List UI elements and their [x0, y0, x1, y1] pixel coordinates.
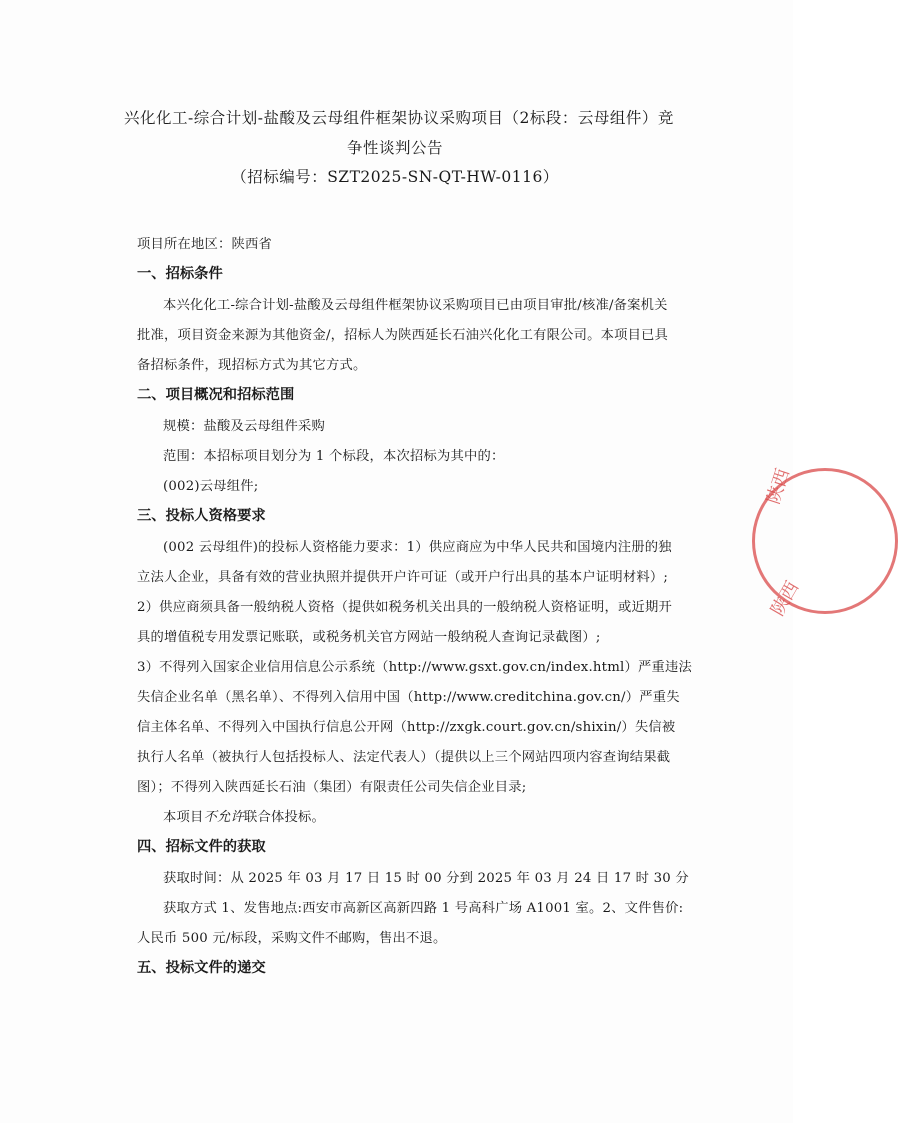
section-heading-conditions: 一、招标条件	[137, 266, 223, 282]
title-line-2: 争性谈判公告	[346, 139, 443, 157]
consortium-not-allowed: 不允许	[203, 810, 244, 825]
conditions-para-line-1: 本兴化化工-综合计划-盐酸及云母组件框架协议采购项目已由项目审批/核准/备案机关	[163, 298, 668, 313]
project-region: 项目所在地区：陕西省	[137, 237, 272, 252]
seal-text-bottom: 陕西	[767, 577, 804, 620]
qualification-line-2: 立法人企业，具备有效的营业执照并提供开户许可证（或开户行出具的基本户证明材料）;	[137, 570, 669, 585]
documents-time: 获取时间：从 2025 年 03 月 17 日 15 时 00 分到 2025 年 03 月 24 日 17 时 30 分	[163, 871, 689, 886]
overview-scope: 范围：本招标项目划分为 1 个标段，本次招标为其中的：	[163, 449, 505, 464]
qualification-line-6: 失信企业名单（黑名单）、不得列入信用中国（http://www.creditchina.gov.cn/）严重失	[137, 690, 680, 705]
overview-scale: 规模：盐酸及云母组件采购	[163, 419, 325, 434]
consortium-note	[163, 809, 325, 827]
consortium-suffix: 联合体投标。	[244, 810, 325, 825]
section-heading-overview: 二、项目概况和招标范围	[137, 387, 295, 403]
section-heading-documents: 四、招标文件的获取	[137, 839, 266, 855]
qualification-line-5: 3）不得列入国家企业信用信息公示系统（http://www.gsxt.gov.cn/index.html）严重违法	[137, 660, 692, 675]
qualification-line-4: 具的增值税专用发票记账联，或税务机关官方网站一般纳税人查询记录截图）;	[137, 630, 601, 645]
documents-method-line-1: 获取方式 1、发售地点:西安市高新区高新四路 1 号高科广场 A1001 室。2、文件售价:	[163, 901, 684, 916]
conditions-para-line-3: 备招标条件，现招标方式为其它方式。	[137, 358, 367, 373]
title-line-1: 兴化化工-综合计划-盐酸及云母组件框架协议采购项目（2标段：云母组件）竞	[124, 109, 674, 127]
overview-lot: (002)云母组件;	[163, 479, 259, 494]
qualification-line-3: 2）供应商须具备一般纳税人资格（提供如税务机关出具的一般纳税人资格证明，或近期开	[137, 600, 673, 615]
qualification-line-1: (002 云母组件)的投标人资格能力要求：1）供应商应为中华人民共和国境内注册的独	[163, 540, 672, 555]
qualification-line-8: 执行人名单（被执行人包括投标人、法定代表人）（提供以上三个网站四项内容查询结果截	[137, 750, 671, 765]
tender-number: （招标编号：SZT2025-SN-QT-HW-0116）	[231, 168, 559, 186]
qualification-line-7: 信主体名单、不得列入中国执行信息公开网（http://zxgk.court.gov.cn/shixin/）失信被	[137, 720, 676, 735]
qualification-line-9: 图）；不得列入陕西延长石油（集团）有限责任公司失信企业目录;	[137, 780, 527, 795]
documents-method-line-2: 人民币 500 元/标段，采购文件不邮购，售出不退。	[137, 931, 447, 946]
section-heading-qualifications: 三、投标人资格要求	[137, 508, 266, 524]
consortium-prefix: 本项目	[163, 810, 204, 825]
seal-text-top: 陕西	[762, 466, 795, 507]
conditions-para-line-2: 批准，项目资金来源为其他资金/，招标人为陕西延长石油兴化化工有限公司。本项目已具	[137, 328, 669, 343]
section-heading-submission: 五、投标文件的递交	[137, 960, 266, 976]
